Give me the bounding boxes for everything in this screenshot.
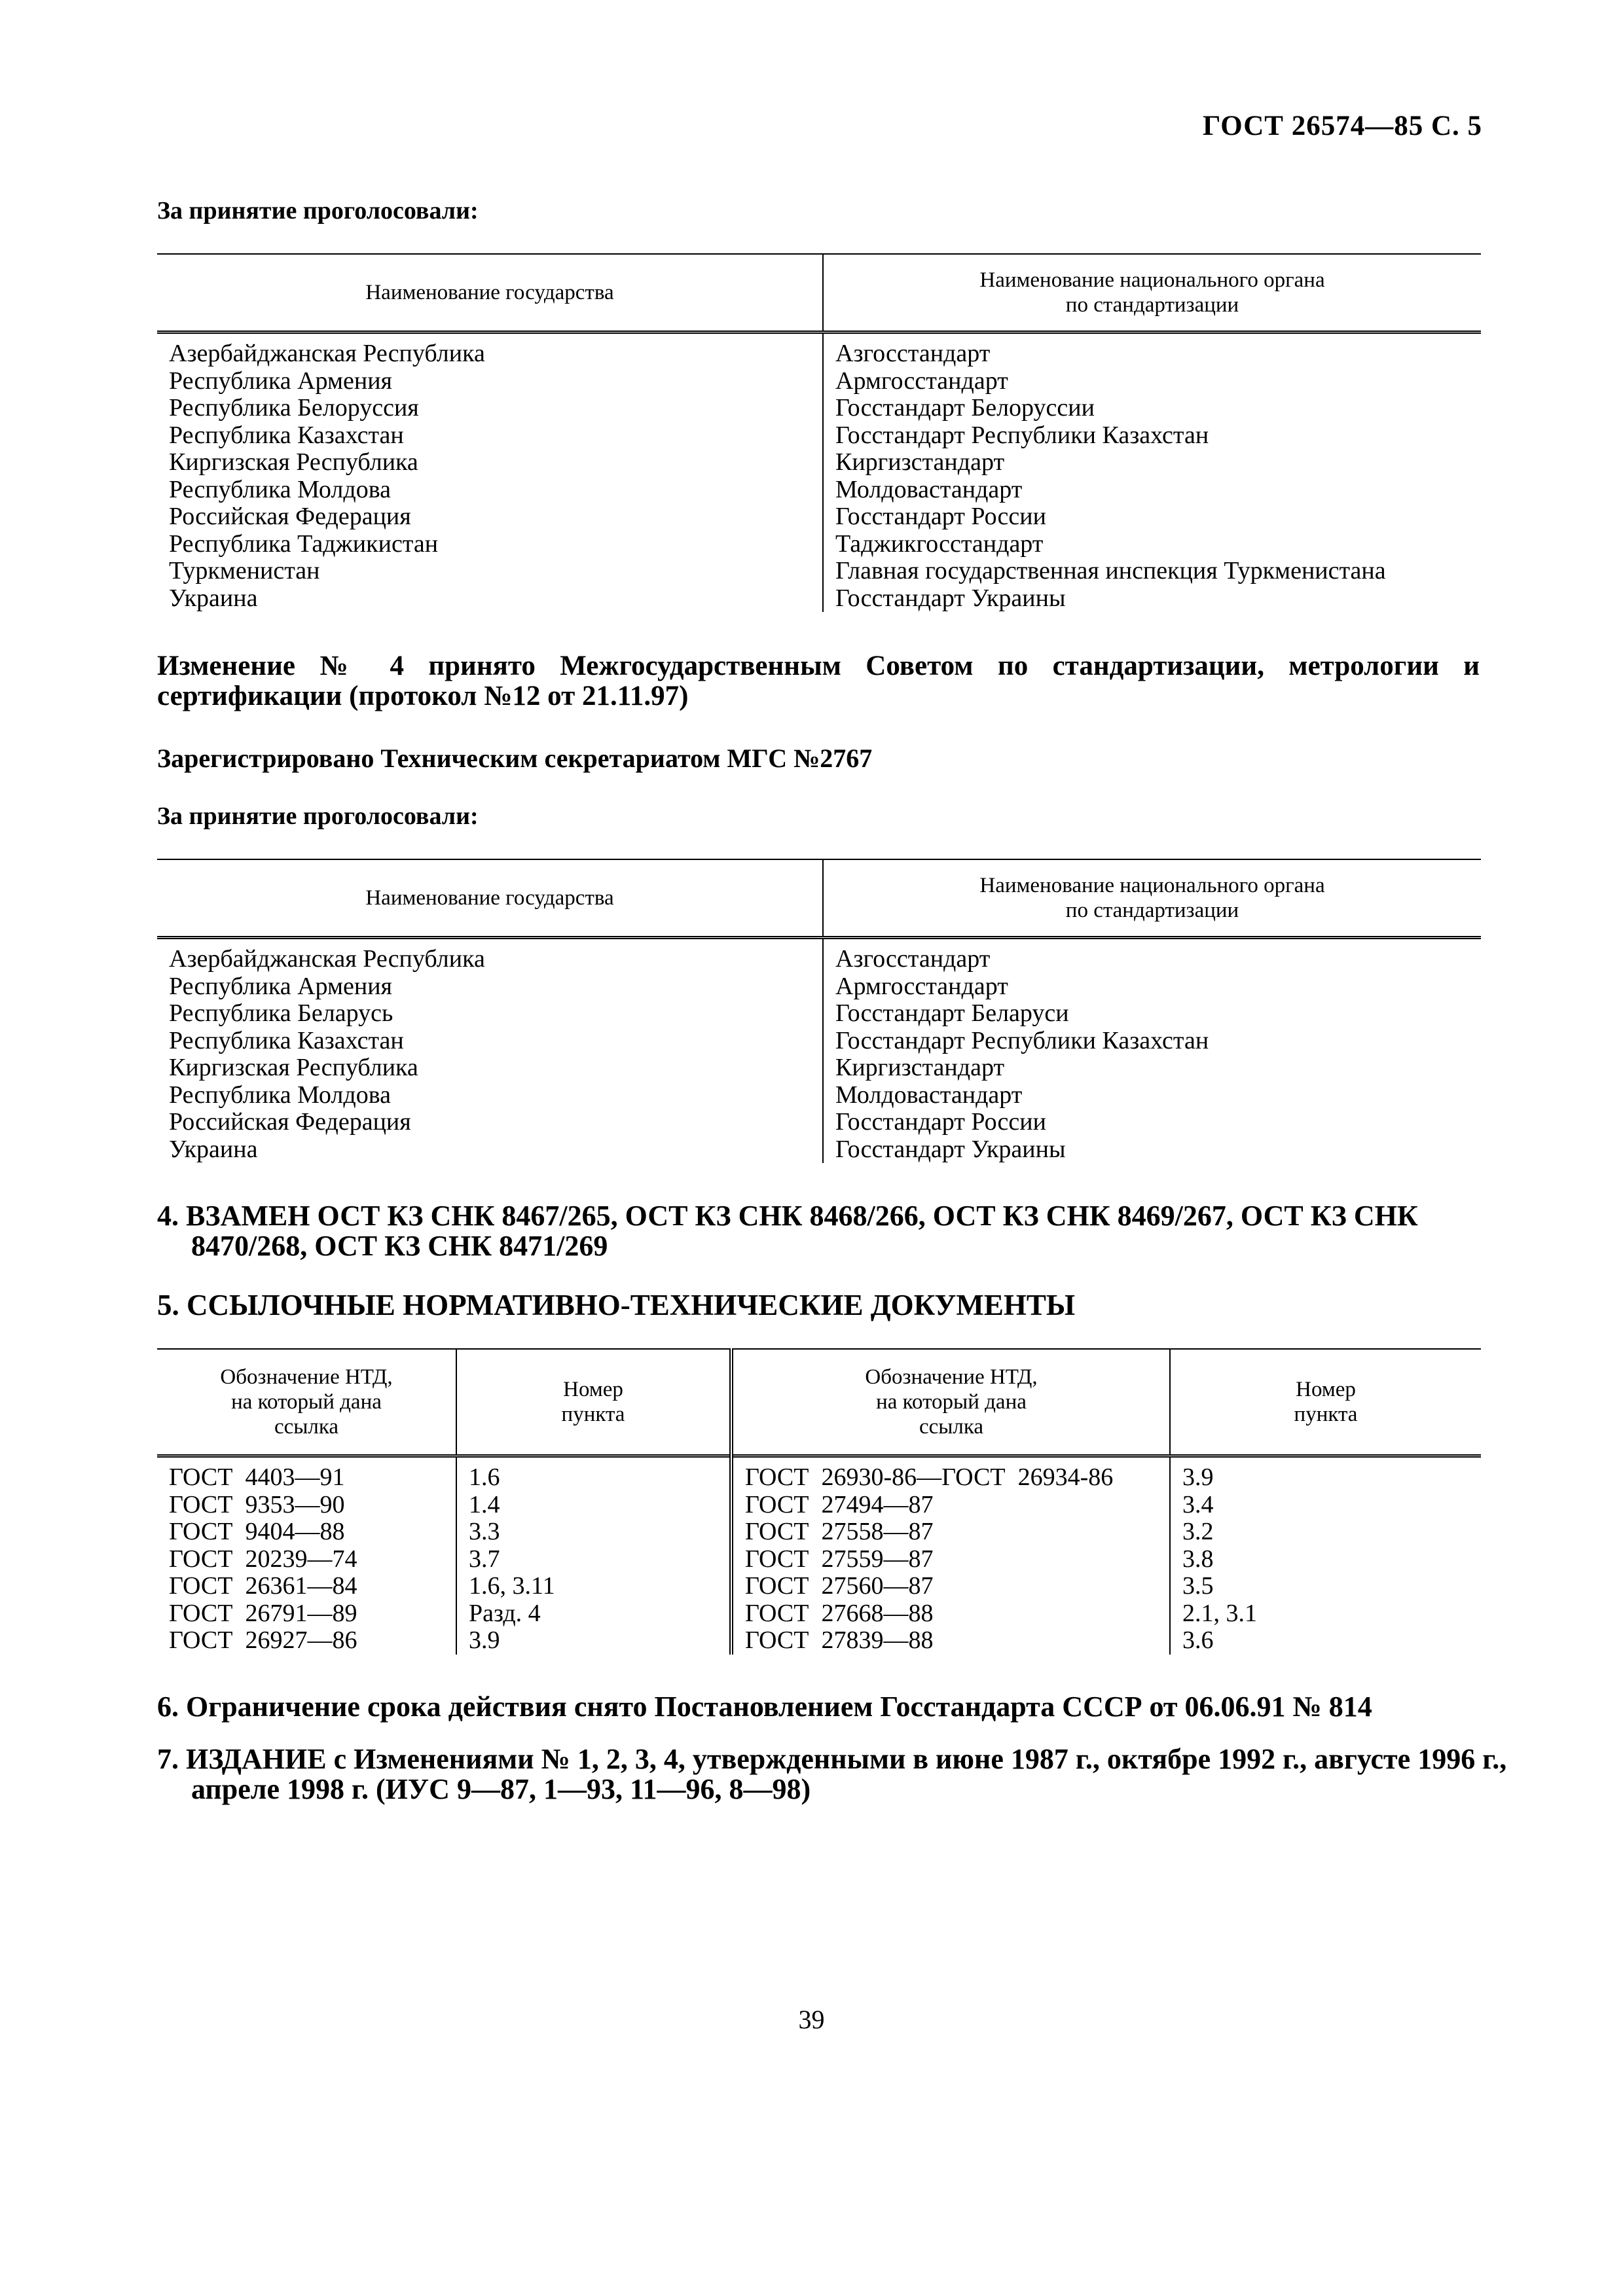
section-6: 6. Ограничение срока действия снято Постановлением Госстандарта СССР от 06.06.91 № 814	[157, 1691, 1372, 1723]
page-number: 39	[798, 2005, 825, 2034]
items-left-list: 1.6 1.4 3.3 3.7 1.6, 3.11 Разд. 4 3.9	[456, 1456, 731, 1655]
vote-heading-1: За принятие проголосовали:	[157, 197, 479, 224]
voting-table-1	[157, 253, 1481, 612]
states-list: Азербайджанская Республика Республика Армения Республика Белоруссия Республика Казахстан Киргизская Республика Республика Молдова Российская Федерация Республика Таджикистан Туркменистан Украина	[157, 332, 823, 613]
docs-right-list: ГОСТ 26930-86—ГОСТ 26934-86 ГОСТ 27494—87 ГОСТ 27558—87 ГОСТ 27559—87 ГОСТ 27560—87 ГОСТ 27668—88 ГОСТ 27839—88	[731, 1456, 1170, 1655]
col-header-item-right: Номер пункта	[1170, 1349, 1481, 1456]
col-header-body: Наименование национального органа по стандартизации	[823, 859, 1481, 938]
vote-heading-2: За принятие проголосовали:	[157, 802, 479, 830]
col-header-state: Наименование государства	[157, 859, 823, 938]
col-header-state: Наименование государства	[157, 254, 823, 332]
col-header-doc-right: Обозначение НТД, на который дана ссылка	[731, 1349, 1170, 1456]
col-header-body: Наименование национального органа по стандартизации	[823, 254, 1481, 332]
section-7: 7. ИЗДАНИЕ с Изменениями № 1, 2, 3, 4, утвержденными в июне 1987 г., октябре 1992 г., августе 1996 г., апреле 1998 г. (ИУС 9—87, 1—93, 11—96, 8—98)	[157, 1743, 1507, 1805]
docs-left-list: ГОСТ 4403—91 ГОСТ 9353—90 ГОСТ 9404—88 ГОСТ 20239—74 ГОСТ 26361—84 ГОСТ 26791—89 ГОСТ 26927—86	[157, 1456, 456, 1655]
bodies-list: Азгосстандарт Армгосстандарт Госстандарт Беларуси Госстандарт Республики Казахстан Киргизстандарт Молдовастандарт Госстандарт России Госстандарт Украины	[835, 945, 1209, 1163]
change-4-note: Изменение № 4 принято Межгосударственным Советом по стандартизации, метрологии и сертификации (протокол №12 от 21.11.97)	[157, 651, 1480, 711]
section-4: 4. ВЗАМЕН ОСТ КЗ СНК 8467/265, ОСТ КЗ СНК 8468/266, ОСТ КЗ СНК 8469/267, ОСТ КЗ СНК 8470/268, ОСТ КЗ СНК 8471/269	[157, 1200, 1418, 1262]
bodies-list: Азгосстандарт Армгосстандарт Госстандарт Белоруссии Госстандарт Республики Казахстан Киргизстандарт Молдовастандарт Госстандарт России Таджикгосстандарт Главная государственная инспекция Туркменистана Госстандарт Украины	[835, 340, 1386, 612]
col-header-doc-left: Обозначение НТД, на который дана ссылка	[157, 1349, 456, 1456]
items-right-list: 3.9 3.4 3.2 3.8 3.5 2.1, 3.1 3.6	[1182, 1463, 1257, 1654]
registered-note: Зарегистрировано Техническим секретариатом МГС №2767	[157, 744, 873, 773]
col-header-item-left: Номер пункта	[456, 1349, 731, 1456]
states-list: Азербайджанская Республика Республика Армения Республика Беларусь Республика Казахстан Киргизская Республика Республика Молдова Российская Федерация Украина	[157, 938, 823, 1164]
voting-table-2	[157, 859, 1481, 1163]
reference-docs-table	[157, 1348, 1481, 1655]
section-5-title: 5. ССЫЛОЧНЫЕ НОРМАТИВНО-ТЕХНИЧЕСКИЕ ДОКУМЕНТЫ	[157, 1289, 1076, 1321]
page-header: ГОСТ 26574—85 С. 5	[1202, 111, 1482, 141]
